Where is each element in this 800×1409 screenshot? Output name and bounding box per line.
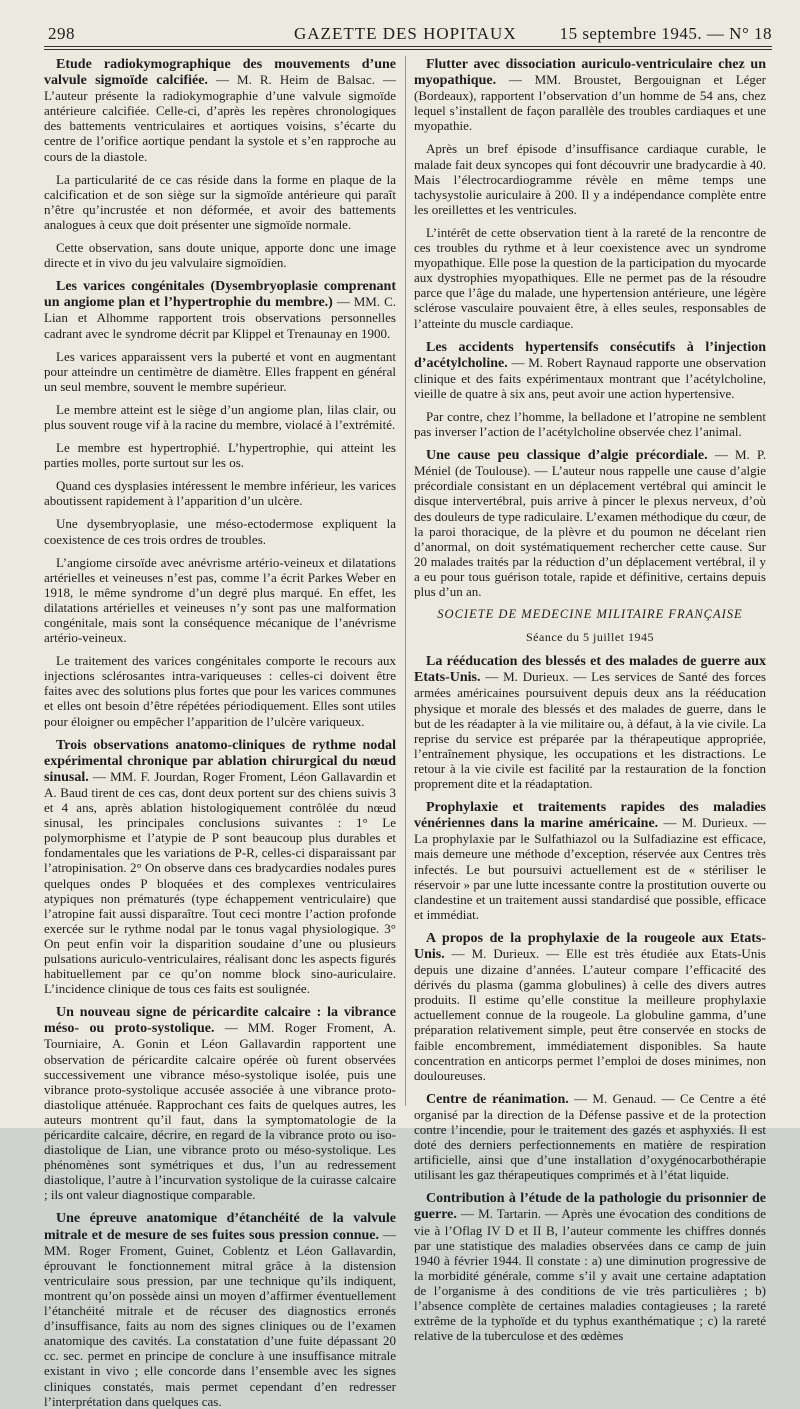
paragraph	[414, 409, 766, 439]
article-paragraph	[44, 1210, 396, 1408]
paragraph-text: — M. Genaud. — Ce Centre a été organisé par la direction de la Défense passive et de la protection contre l’incendie, pour le traitement des gazés et asphyxiés. Il est doté des derniers perfectionnements en matière de respiration artificielle, ainsi que d’une installation d’oxygénocarbothérapie utilisant les gaz thérapeutiques comprimés et à l’état liquide.	[414, 1090, 766, 1183]
paragraph-text: — M. R. Heim de Balsac. — L’auteur présente la radiokymographie d’une valvule sigmoïde antérieure calcifiée. Celle-ci, d’après les repères chronologiques des battements ventriculaires et aortiques voisins, s’écarte du centre de l’orifice aortique pendant la systole et s’en rapproche au cours de la diastole.	[44, 72, 396, 164]
paragraph-text: Le traitement des varices congénitales comporte le recours aux injections sclérosantes intra-variqueuses : celles-ci doivent être faites avec des solutions plus fortes que pour les varices communes et elles ont besoin d’être répétées périodiquement. Elles sont utiles pour éloigner ou empêcher l’apparition de l’ulcère variqueux.	[44, 653, 396, 729]
paragraph-text: — M. P. Méniel (de Toulouse). — L’auteur nous rappelle une cause d’algie précordiale consistant en un déplacement vertébral qui amincit le disque intervertébral, puis arrive à pincer le plexus nerveux, d’où des douleurs de type radiculaire. L’examen méthodique du cœur, de la paroi thoracique, de la plèvre et du poumon ne décelant rien d’anormal, on doit systématiquement rechercher cette cause. Sur 20 malades traités par la réduction d’un déplacement vertébral, il y a eu pour tous guérison totale, rapide et définitive, certains depuis plus d’un an.	[414, 447, 766, 599]
header-rule-thin	[44, 49, 772, 50]
journal-title: GAZETTE DES HOPITAUX	[294, 24, 517, 43]
article-paragraph	[414, 447, 766, 599]
right-column	[414, 56, 766, 1344]
paragraph-text: Par contre, chez l’homme, la belladone et l’atropine ne semblent pas inverser l’action de l’acétylcholine observée chez l’animal.	[414, 408, 766, 440]
paragraph-text: — MM. Broustet, Bergouignan et Léger (Bordeaux), rapportent l’observation d’un homme de 54 ans, chez lequel s’installent de façon parallèle des troubles cardiaques et une myopathie.	[414, 72, 766, 134]
article-paragraph	[414, 339, 766, 401]
article-title: Les varices congénitales (Dysembryoplasie comprenant un angiome plan et l’hypertrophie du membre.)	[44, 279, 396, 311]
paragraph-text: — MM. Roger Froment, A. Tourniaire, A. Gonin et Léon Gallavardin rapportent une observation de péricardite calcaire opérée où furent observées successivement une vibrance méso-systolique isolée, puis une vibrance proto-systolique accusée associée à une vibrance proto-diastolique atténuée. Rapprochant ces faits de quelques autres, les auteurs montrent qu’il faut, dans la symptomatologie de la péricardite calcaire, décrire, en regard de la vibrance proto ou iso-diastolique de Lian, une vibrance proto ou méso-systolique. Les phénomènes sont symétriques et dus, l’un au redressement diastolique, l’autre à l’incurvation systolique de la cuirasse calcaire ; ils ont valeur diagnostique comparable.	[44, 1020, 396, 1203]
paragraph	[44, 172, 396, 232]
article-paragraph	[44, 737, 396, 997]
paragraph	[44, 440, 396, 470]
paragraph-text: L’angiome cirsoïde avec anévrisme artério-veineux et dilatations artérielles et veineuses n’est pas, comme l’a écrit Parkes Weber en 1918, le même syndrome d’un degré plus marqué. En effet, les dilatations artérielles et veineuses n’y sont pas une malformation congénitale, mais sont la conséquence mécanique de l’anévrisme artério-veineux.	[44, 554, 396, 646]
right-column-society-articles	[414, 653, 766, 1343]
paragraph-text: — M. Tartarin. — Après une évocation des conditions de vie à l’Oflag IV D et II B, l’auteur commente les chiffres donnés par une statistique des maladies observées dans ce camp de juin 1940 à février 1944. Il constate : a) une diminution progressive de la morbidité générale, comme s’il y avait une certaine adaptation de l’organisme à des conditions de vie très particulières ; b) l’absence complète de certaines maladies contagieuses ; la rareté extrême de la typhoïde et du typhus exanthématique ; c) la rareté relative de la tuberculose et des œdèmes	[414, 1206, 766, 1344]
article-title: Contribution à l’étude de la pathologie du prisonnier de guerre.	[414, 1191, 766, 1223]
paragraph-text: — M. Robert Raynaud rapporte une observation clinique et des faits expérimentaux montrant que l’acétylcholine, vieille de quatre à six ans, peut avoir une action hypertensive.	[414, 354, 766, 401]
paragraph-text: Cette observation, sans doute unique, apporte donc une image directe et in vivo du jeu valvulaire sigmoïdien.	[44, 240, 396, 271]
article-paragraph	[414, 1190, 766, 1343]
article-title: Les accidents hypertensifs consécutifs à l’injection d’acétylcholine.	[414, 339, 766, 371]
paragraph-text: — M. Durieux. — Les services de Santé des forces armées américaines poursuivent depuis deux ans la rééducation physique et morale des blessés et des malades de guerre, dans le but de les réadapter à la vie militaire ou, à défaut, à la vie civile. La reprise du service est préparée par la thérapeutique appropriée, l’entraînement physique, les occupations et les distractions. Le retour à la vie civile est facilité par la restauration de la fonction proprement dite et la réadaptation.	[414, 669, 766, 792]
paragraph-text: — M. Durieux. — La prophylaxie par le Sulfathiazol ou la Sulfadiazine est efficace, mais demeure une méthode d’exception, réservée aux Centres très infectés. Le but poursuivi actuellement est de « stériliser le réservoir » par une lutte incessante contre la prostitution ouverte ou clandestine et un traitement aussi standardisé que possible, efficace et immédiat.	[414, 815, 766, 922]
page-header	[44, 22, 772, 48]
header-rule	[44, 46, 772, 47]
article-title: La rééducation des blessés et des malades de guerre aux Etats-Unis.	[414, 654, 766, 686]
paragraph-text: — MM. F. Jourdan, Roger Froment, Léon Gallavardin et A. Baud tirent de ces cas, dont deux portent sur des chiens suivis 3 et 4 ans, après ablation histologiquement contrôlée du nœud sinusal, les principales conclusions suivantes : 1° Le polymorphisme et l’atypie de P sont beaucoup plus durables et fondamentales que les variations de P-R, celles-ci disparaissant par l’atropinisation. 2° On observe dans ces bradycardies nodales pures quelques ondes P bloquées et des complexes ventriculaires atypiques non prématurés (type échappement ventriculaire) que l’atropine fait aussi disparaître. Tout ceci montre l’action profonde exercée sur le rythme nodal par le tonus vagal physiologique. 3° On peut enfin voir la disparition soudaine d’une ou plusieurs pulsations auriculo-ventriculaires, réalisant donc les aspects figurés habituellement par ce qu’on nomme block sino-auriculaire. L’incidence clinique de tous ces faits est soulignée.	[44, 768, 396, 997]
article-paragraph	[414, 930, 766, 1083]
paragraph-text: Le membre est hypertrophié. L’hypertrophie, qui atteint les parties molles, porte surtout sur les os.	[44, 440, 396, 471]
article-paragraph	[414, 799, 766, 922]
paragraph-text: L’intérêt de cette observation tient à la rareté de la rencontre de ces troubles du rythme et à leur coexistence avec un syndrome myopathique. Elle pose la question de la participation du myocarde aux dystrophies myopathiques. Elle ne permet pas de la résoudre parce que l’âge du malade, une hypertension antérieure, une légère sclérose vasculaire pouvaient être, à elles seules, responsables de l’atteinte du muscle cardiaque.	[414, 224, 766, 331]
article-title: Etude radiokymographique des mouvements d’une valvule sigmoïde calcifiée.	[44, 57, 396, 89]
session-date: Séance du 5 juillet 1945	[526, 630, 654, 645]
article-title: A propos de la prophylaxie de la rougeole aux Etats-Unis.	[414, 930, 766, 962]
paragraph-text: Les varices apparaissent vers la puberté et vont en augmentant pour atteindre un centimètre de diamètre. Elles frappent en général un seul membre, souvent le membre supérieur.	[44, 348, 396, 394]
article-paragraph	[44, 278, 396, 340]
article-paragraph	[414, 653, 766, 791]
left-column	[44, 56, 397, 1409]
paragraph-text: Une dysembryoplasie, une méso-ectodermose expliquent la coexistence de ces trois ordres de troubles.	[44, 516, 396, 547]
paragraph	[44, 240, 396, 270]
paragraph	[44, 402, 396, 432]
paragraph-text: — M. Durieux. — Elle est très étudiée aux Etats-Unis depuis une dizaine d’années. L’auteur compare l’efficacité des dérivés du plasma (gamma globulines) à celle des divers autres produits. Il estime qu’elle constitue la meilleure prophylaxie actuellement connue de la rougeole. La globuline gamma, d’une préparation relativement simple, peut être conservée en stocks de faible encombrement, immédiatement disponibles. Sa haute concentration en anticorps permet l’emploi de doses minimes, non douloureuses.	[414, 945, 766, 1083]
paragraph-text: Quand ces dysplasies intéressent le membre inférieur, les varices aboutissent rapidement à l’apparition d’un ulcère.	[44, 478, 396, 509]
right-column-top-articles	[414, 56, 766, 599]
paragraph	[44, 653, 396, 728]
article-title: Une cause peu classique d’algie précordiale.	[426, 448, 708, 464]
paragraph	[44, 478, 396, 508]
paragraph	[414, 225, 766, 331]
paragraph-text: — MM. Roger Froment, Guinet, Coblentz et Léon Gallavardin, éprouvant le fonctionnement mitral grâce à la distension ventriculaire sous pression, par une technique qu’ils indiquent, montrent qu’on possède ainsi un moyen d’affirmer éventuellement l’étanchéité mitrale et de récuser des diagnostics erronés d’insuffisance, faits au nom des signes cliniques ou de l’examen anatomique des cavités. La constatation d’une fuite dépassant 20 cc. sec. permet en principe de conclure à une insuffisance mitrale existant in vivo ; elle concorde dans l’ensemble avec les signes cliniques constatés, mais permet cependant d’en redresser l’interprétation dans quelques cas.	[44, 1226, 397, 1409]
paragraph	[414, 141, 766, 216]
article-title: Une épreuve anatomique d’étanchéité de la valvule mitrale et de mesure de ses fuites sous pression connue.	[44, 1211, 396, 1243]
column-divider	[405, 56, 406, 1106]
paragraph-text: — MM. C. Lian et Alhomme rapportent trois observations personnelles cadrant avec le syndrome décrit par Klippel et Trenaunay en 1900.	[44, 294, 397, 341]
article-title: Trois observations anatomo-cliniques de rythme nodal expérimental chronique par ablation chirurgical du nœud sinusal.	[44, 737, 396, 785]
article-paragraph	[414, 1091, 766, 1183]
article-paragraph	[414, 56, 766, 133]
paragraph	[44, 555, 396, 646]
paragraph-text: La particularité de ce cas réside dans la forme en plaque de la calcification et de son siège sur la sigmoïde antérieure qui paraît n’être qu’incrustée et non déformée, et avoir des battements analogues à ceux que doit présenter une sigmoïde normale.	[44, 171, 396, 232]
paragraph-text: Après un bref épisode d’insuffisance cardiaque curable, le malade fait deux syncopes qui font découvrir une bradycardie à 40. Mais l’électrocardiogramme révèle en même temps une tachysystolie auriculaire à 200. Il y a indépendance complète entre les oreillettes et les ventricules.	[414, 141, 766, 217]
article-title: Flutter avec dissociation auriculo-ventriculaire chez un myopathique.	[414, 57, 766, 89]
article-paragraph	[44, 56, 396, 164]
article-title: Un nouveau signe de péricardite calcaire : la vibrance méso- ou proto-systolique.	[44, 1005, 396, 1037]
article-title: Centre de réanimation.	[426, 1091, 569, 1107]
society-heading: SOCIETE DE MEDECINE MILITAIRE FRANÇAISE	[437, 607, 743, 622]
article-paragraph	[44, 1004, 396, 1202]
paragraph-text: Le membre atteint est le siège d’un angiome plan, lilas clair, ou plus souvent rouge vif à la racine du membre, violacé à l’extrémité.	[44, 401, 396, 432]
issue-date: 15 septembre 1945. — N° 18	[559, 24, 772, 43]
article-title: Prophylaxie et traitements rapides des maladies vénériennes dans la marine américaine.	[414, 800, 766, 832]
paragraph	[44, 349, 396, 394]
page-number: 298	[48, 24, 75, 43]
paragraph	[44, 516, 396, 546]
